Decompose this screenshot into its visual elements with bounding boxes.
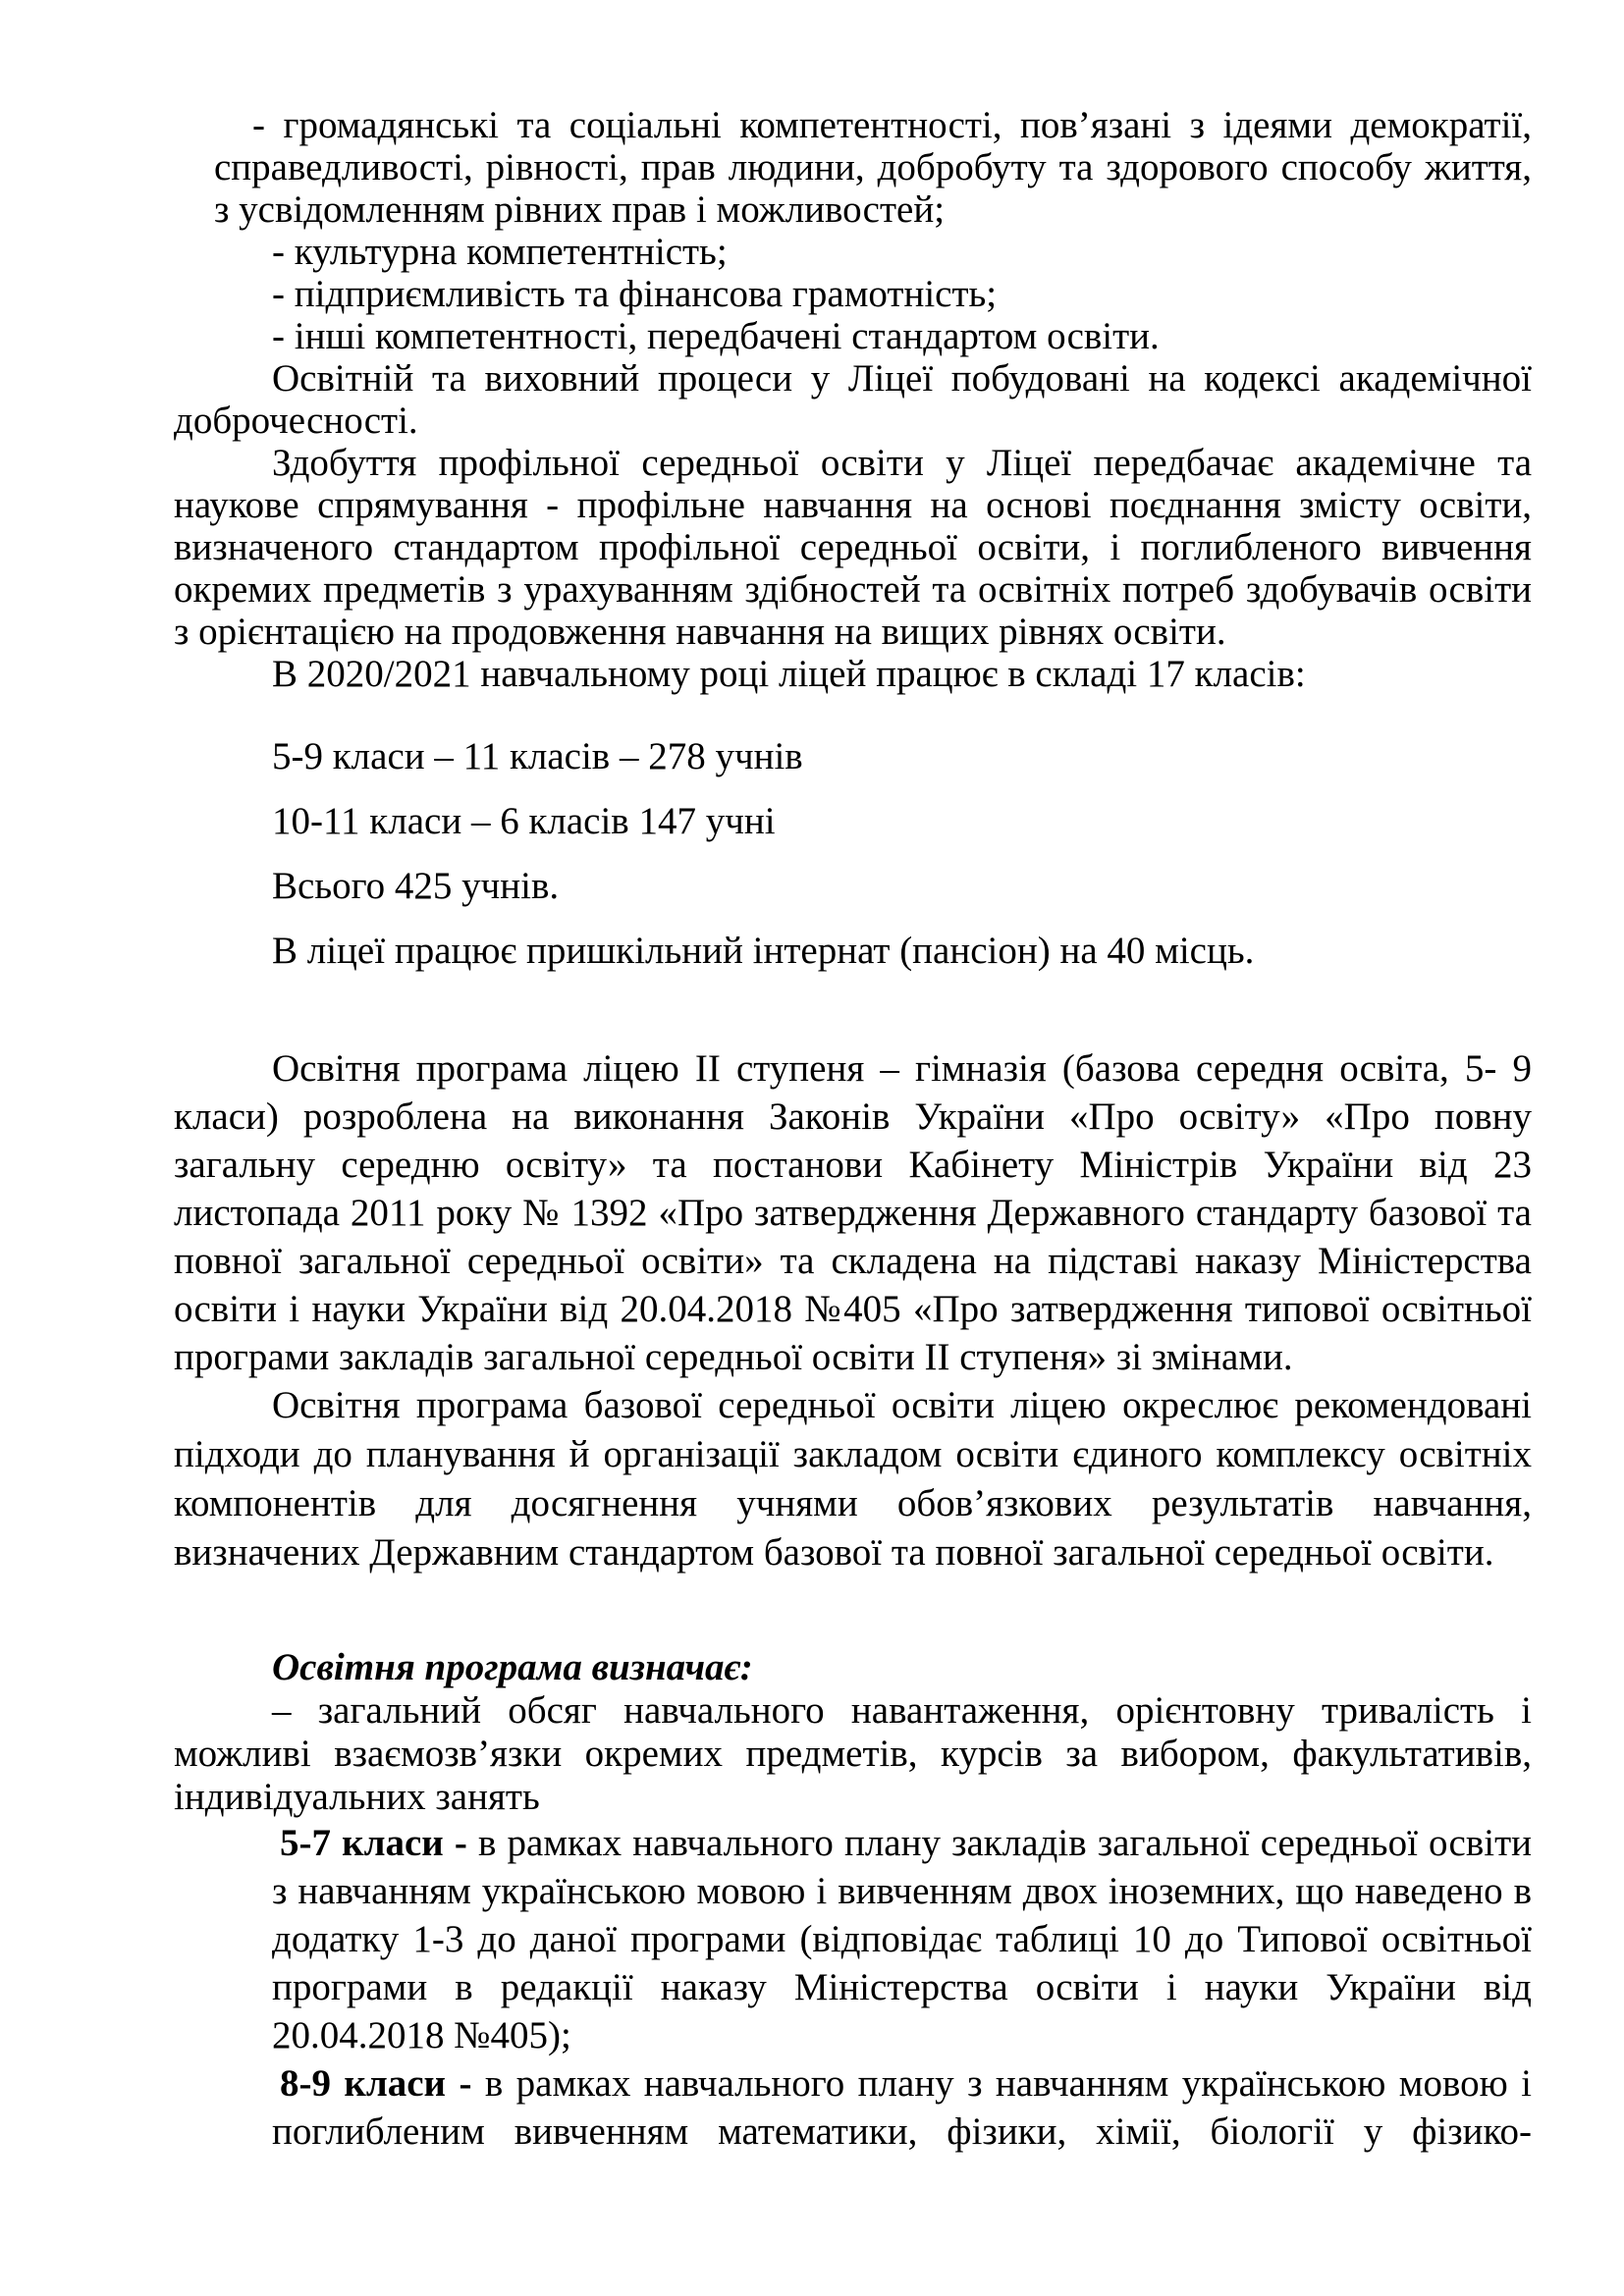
text-line: 10-11 класи – 6 класів 147 учні xyxy=(272,800,776,842)
text-line: окремих предметів з урахуванням здібностей та освітніх потреб здобувачів освіти xyxy=(174,568,1532,611)
bold-lead: 5-7 класи - xyxy=(280,1822,467,1864)
text-line: Всього 425 учнів. xyxy=(272,865,560,907)
text-line: Освітній та виховний процеси у Ліцеї побудовані на кодексі академічної xyxy=(272,357,1532,400)
text-line: класи) розроблена на виконання Законів України «Про освіту» «Про повну xyxy=(174,1095,1532,1138)
stat-grades-5-9 xyxy=(174,735,1532,777)
stat-boarding-school xyxy=(174,930,1532,972)
text-line: загальну середню освіту» та постанови Кабінету Міністрів України від 23 xyxy=(174,1144,1532,1186)
text-line: додатку 1-3 до даної програми (відповідає таблиці 10 до Типової освітньої xyxy=(272,1918,1532,1960)
text-line: - громадянські та соціальні компетентності, пов’язані з ідеями демократії, xyxy=(252,104,1532,146)
text-line: програми закладів загальної середньої освіти ІІ ступеня» зі змінами. xyxy=(174,1336,1293,1378)
stat-total-students xyxy=(174,865,1532,907)
para-program-stage2-legal-basis xyxy=(174,1044,1532,1381)
para-profile-education xyxy=(174,442,1532,653)
para-key-competencies-continued xyxy=(214,104,1532,231)
text-line: доброчесності. xyxy=(174,400,418,442)
bullet-other-competencies xyxy=(174,315,1532,357)
text-line: повної загальної середньої освіти» та складена на підставі наказу Міністерства xyxy=(174,1240,1532,1282)
para-grades-8-9 xyxy=(272,2059,1532,2156)
text-line: - інші компетентності, передбачені стандартом освіти. xyxy=(272,315,1160,357)
para-program-outlines xyxy=(174,1381,1532,1577)
text-line: програми в редакції наказу Міністерства освіти і науки України від xyxy=(272,1966,1532,2008)
text-line: Здобуття профільної середньої освіти у Ліцеї передбачає академічне та xyxy=(272,442,1532,484)
text-line: можливі взаємозв’язки окремих предметів, курсів за вибором, факультативів, xyxy=(174,1733,1532,1775)
text-line: В ліцеї працює пришкільний інтернат (пансіон) на 40 місць. xyxy=(272,930,1255,972)
text-line: з орієнтацією на продовження навчання на вищих рівнях освіти. xyxy=(174,611,1226,653)
text-line: 8-9 класи - в рамках навчального плану з навчанням українською мовою і xyxy=(280,2062,1533,2105)
bullet-cultural-competence xyxy=(174,231,1532,273)
text-line: Освітня програма визначає: xyxy=(272,1646,753,1688)
heading-program-defines xyxy=(174,1646,1532,1689)
bullet-entrepreneurship xyxy=(174,273,1532,315)
text-line: – загальний обсяг навчального навантаження, орієнтовну тривалість і xyxy=(272,1689,1532,1732)
text-line: Освітня програма ліцею ІІ ступеня – гімназія (базова середня освіта, 5- 9 xyxy=(272,1047,1532,1090)
para-grades-5-7 xyxy=(272,1819,1532,2059)
para-academic-integrity xyxy=(174,357,1532,442)
text-line: 5-7 класи - в рамках навчального плану закладів загальної середньої освіти xyxy=(280,1822,1532,1864)
bold-lead: 8-9 класи - xyxy=(280,2062,472,2105)
text-line: освіти і науки України від 20.04.2018 №405 «Про затвердження типової освітньої xyxy=(174,1288,1532,1330)
text-line: справедливості, рівності, прав людини, добробуту та здорового способу життя, xyxy=(214,146,1532,188)
text-line: поглибленим вивченням математики, фізики, хімії, біології у фізико- xyxy=(272,2110,1532,2153)
text-line: індивідуальних занять xyxy=(174,1776,540,1818)
document-body xyxy=(174,104,1532,2156)
text-line: наукове спрямування - профільне навчання на основі поєднання змісту освіти, xyxy=(174,484,1532,526)
text-line: підходи до планування й організації закладом освіти єдиного комплексу освітніх xyxy=(174,1433,1532,1475)
text-line: листопада 2011 року № 1392 «Про затвердження Державного стандарту базової та xyxy=(174,1192,1532,1234)
para-school-year-intro xyxy=(174,653,1532,695)
text-line: - підприємливість та фінансова грамотність; xyxy=(272,273,998,315)
text-line: 5-9 класи – 11 класів – 278 учнів xyxy=(272,735,803,777)
text-line: компонентів для досягнення учнями обов’язкових результатів навчання, xyxy=(174,1482,1532,1524)
text-line: Освітня програма базової середньої освіти ліцею окреслює рекомендовані xyxy=(272,1384,1532,1426)
para-total-workload xyxy=(174,1689,1532,1819)
text-line: з усвідомленням рівних прав і можливостей; xyxy=(214,188,946,231)
text-line: В 2020/2021 навчальному році ліцей працює в складі 17 класів: xyxy=(272,653,1306,695)
text-line: - культурна компетентність; xyxy=(272,231,728,273)
text-line: визначених Державним стандартом базової та повної загальної середньої освіти. xyxy=(174,1531,1494,1574)
stat-grades-10-11 xyxy=(174,800,1532,842)
text-line: 20.04.2018 №405); xyxy=(272,2014,571,2056)
text-line: з навчанням українською мовою і вивченням двох іноземних, що наведено в xyxy=(272,1870,1532,1912)
text-line: визначеного стандартом профільної середньої освіти, і поглибленого вивчення xyxy=(174,526,1532,568)
